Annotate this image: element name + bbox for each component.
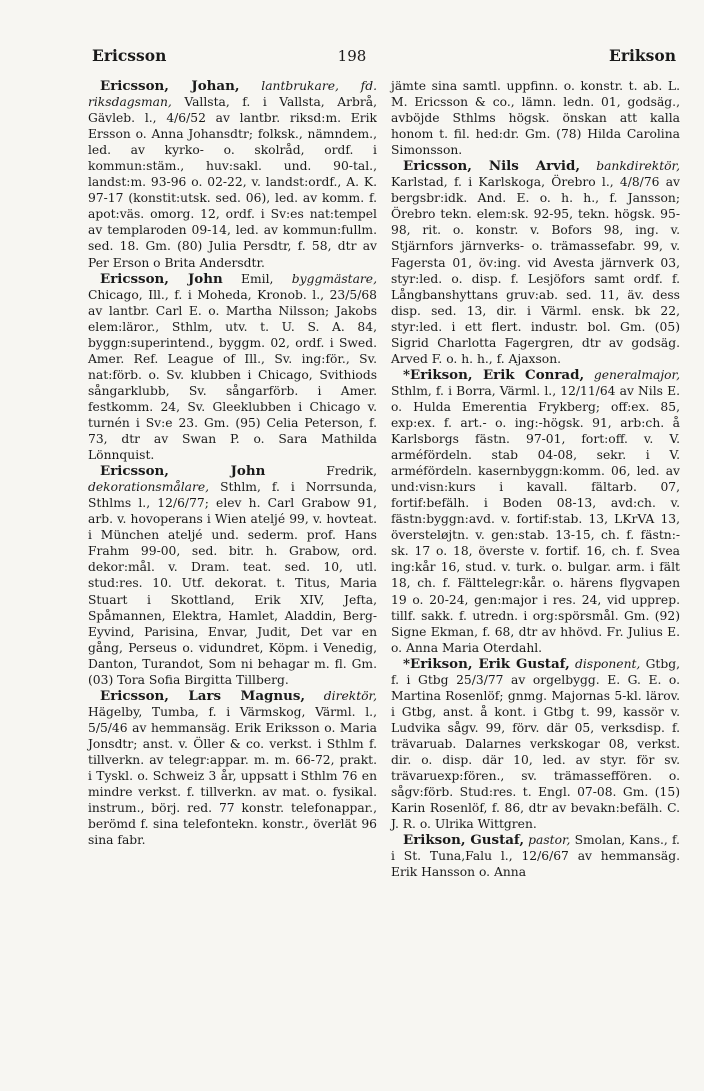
entry-title: byggmästare,	[291, 271, 377, 286]
entry-name: Ericsson, Lars Magnus,	[100, 687, 306, 704]
entry-text: Smolan, Kans., f. i St. Tuna,Falu l., 12/6/67 av hemmansäg. Erik Hansson o. Anna	[391, 833, 680, 880]
page-number: 198	[337, 47, 367, 65]
entry-title: generalmajor,	[593, 367, 680, 382]
entry-name: Ericsson, John	[100, 270, 223, 287]
entry-title: pastor,	[528, 833, 571, 848]
entry-name: *Erikson, Erik Gustaf,	[403, 655, 570, 672]
entry-text: Chicago, Ill., f. i Moheda, Kronob. l., 23/5/68 av lantbr. Carl E. o. Martha Nilsson; Jakobs elem:läror., Sthlm, utv. t. U. S. A. 84, byggn:superintend., byggm. 02, ordf. i Swed. Amer. Ref. League of Ill., Sv. ing:för., Sv. nat:förb. o. Sv. klubben i Chicago, Svithiods sångarklubb, Sv. sångarförb. i Amer. festkomm. 24, Sv. Gleeklubben i Chicago v. turnén i Sv:e 23. Gm. (95) Celia Peterson, f. 73, dtr av Swan P. o. Sara Mathilda Lönnquist.	[88, 287, 377, 463]
entry-john-emil-ericsson	[88, 271, 377, 464]
header-right-word: Erikson	[609, 46, 676, 65]
entry-title: direktör,	[323, 688, 377, 703]
entry-text: Sthlm, f. i Borra, Värml. l., 12/11/64 av Nils E. o. Hulda Emerentia Frykberg; off:ex. 85, exp:ex. f. art.- o. ing:-högsk. 91, arb:ch. å Karlsborgs fästn. 97-01, fort:off. v. V. arméfördeln. stab 04-08, sekr. i V. arméfördeln. kasernbyggn:komm. 06, led. av und:visn:kurs i kavall. fältarb. 07, fortif:befälh. i Boden 08-13, avd:ch. v. fästn:byggn:avd. v. fortif:stab. 13, LKrVA 13, översteløjtn. v. gen:stab. 13-15, ch. f. fästn:-sk. 17 o. 18, överste v. fortif. 16, ch. f. Svea ing:kår 16, stud. v. turk. o. bulgar. arm. i fält 18, ch. f. Fälttelegr:kår. o. härens flygvapen 19 o. 20-24, gen:major i res. 24, vid upprep. tillf. sakk. f. utredn. i org:spörsmål. Gm. (92) Signe Ekman, f. 68, dtr av hhövd. Fr. Julius E. o. Anna Maria Oterdahl.	[391, 383, 680, 655]
entry-text: Sthlm, f. i Norrsunda, Sthlms l., 12/6/77; elev h. Carl Grabow 91, arb. v. hovoperans i Wien ateljé 99, v. hovteat. i München ateljé und. sederm. prof. Hans Frahm 99-00, sed. bitr. h. Grabow, ord. dekor:mål. v. Dram. teat. sed. 10, utl. stud:res. 10. Utf. dekorat. t. Titus, Maria Stuart i Skottland, Erik XIV, Jefta, Spåmannen, Elektra, Hamlet, Aladdin, Berg-Eyvind, Parisina, Envar, Judit, Det var en gång, Perseus o. vidundret, Köpm. i Venedig, Danton, Turandot, Som ni behagar m. fl. Gm. (03) Tora Sofia Birgitta Tillberg.	[88, 480, 377, 687]
entry-text: Hägelby, Tumba, f. i Värmskog, Värml. l., 5/5/46 av hemmansäg. Erik Eriksson o. Maria Jonsdtr; anst. v. Öller & co. verkst. i Sthlm f. tillverkn. av telegr:appar. m. m. 66-72, prakt. i Tyskl. o. Schweiz 3 år, uppsatt i Sthlm 76 en mindre verkst. f. tillverkn. av mat. o. fysikal. instrum., börj. red. 77 konstr. telefonappar., berömd f. sina telefontekn. konstr., överlät 96 sina fabr.	[88, 704, 377, 848]
left-column	[88, 78, 377, 848]
entry-gustaf-erikson	[391, 832, 680, 880]
entry-text: Gtbg, f. i Gtbg 25/3/77 av orgelbygg. E. G. E. o. Martina Rosenlöf; gnmg. Majornas 5-kl. lärov. i Gtbg, anst. å kont. i Gtbg t. 99, kassör v. Ludvika sågv. 99, förv. där 05, verksdisp. f. trävaruab. Dalarnes verkskogar 08, verkst. dir. o. disp. där 10, led. av styr. för sv. trävaruexp:fören., sv. trämasseffören. o. sågv:förb. Stud:res. t. Engl. 07-08. Gm. (15) Karin Rosenlöf, f. 86, dtr av bevakn:befälh. C. J. R. o. Ulrika Wittgren.	[391, 656, 680, 832]
entry-name: Ericsson, John	[100, 463, 266, 480]
header-left-word: Ericsson	[92, 46, 167, 65]
entry-nils-arvid-ericsson	[391, 158, 680, 367]
entry-name: *Erikson, Erik Conrad,	[403, 366, 585, 383]
entry-lars-magnus-ericsson	[88, 688, 377, 848]
entry-name: Erikson, Gustaf,	[403, 832, 525, 849]
entry-erik-gustaf-erikson	[391, 656, 680, 833]
running-header	[0, 46, 704, 70]
entry-erik-conrad-erikson	[391, 367, 680, 656]
entry-title: dekorationsmålare,	[88, 480, 210, 495]
entry-name: Ericsson, Nils Arvid,	[403, 158, 581, 175]
right-column	[391, 78, 680, 880]
entry-given-name: Fredrik,	[326, 464, 377, 479]
entry-continuation	[391, 78, 680, 158]
entry-title: bankdirektör,	[596, 159, 680, 174]
entry-text: Karlstad, f. i Karlskoga, Örebro l., 4/8/76 av bergsbr:idk. And. E. o. h. h., f. Jansson; Örebro tekn. elem:sk. 92-95, tekn. högsk. 95-98, rit. o. konstr. v. Bofors 98, ing. v. Stjärnfors järnverks- o. trämassefabr. 99, v. Fagersta 01, öv:ing. vid Avesta järnverk 03, styr:led. o. disp. f. Lesjöfors samt ordf. f. Långbanshyttans gruv:ab. sed. 11, äv. dess disp. sed. 13, dir. i Värml. ensk. bk 22, styr:led. i ett flert. industr. bol. Gm. (05) Sigrid Charlotta Fagergren, dtr av godsäg. Arved F. o. h. h., f. Ajaxson.	[391, 175, 680, 366]
entry-text: Vallsta, f. i Vallsta, Arbrå, Gävleb. l., 4/6/52 av lantbr. riksd:m. Erik Ersson o. Anna Johansdtr; folksk., nämndem., led. av kyrko- o. skolråd, ordf. i kommun:stäm., huv:sakl. und. 90-tal., landst:m. 93-96 o. 02-22, v. landst:ordf., A. K. 97-17 (konstit:utsk. sed. 06), led. av komm. f. apot:väs. omorg. 12, ordf. i Sv:es nat:tempel av templaroden 09-14, led. av kommun:fullm. sed. 18. Gm. (80) Julia Persdtr, f. 58, dtr av Per Erson o Brita Andersdtr.	[88, 95, 377, 270]
entry-given-name: Emil,	[241, 271, 274, 286]
entry-title: disponent,	[574, 656, 641, 671]
entry-johan-ericsson	[88, 78, 377, 271]
continuation-text: jämte sina samtl. uppfinn. o. konstr. t. ab. L. M. Ericsson & co., lämn. ledn. 01, godsäg., avböjde Sthlms högsk. önskan att kalla honom t. fil. hed:dr. Gm. (78) Hilda Carolina Simonsson.	[391, 79, 680, 158]
entry-name: Ericsson, Johan,	[100, 78, 240, 94]
entry-title: lantbrukare, fd. riksdagsman,	[88, 79, 377, 110]
entry-john-fredrik-ericsson	[88, 463, 377, 688]
